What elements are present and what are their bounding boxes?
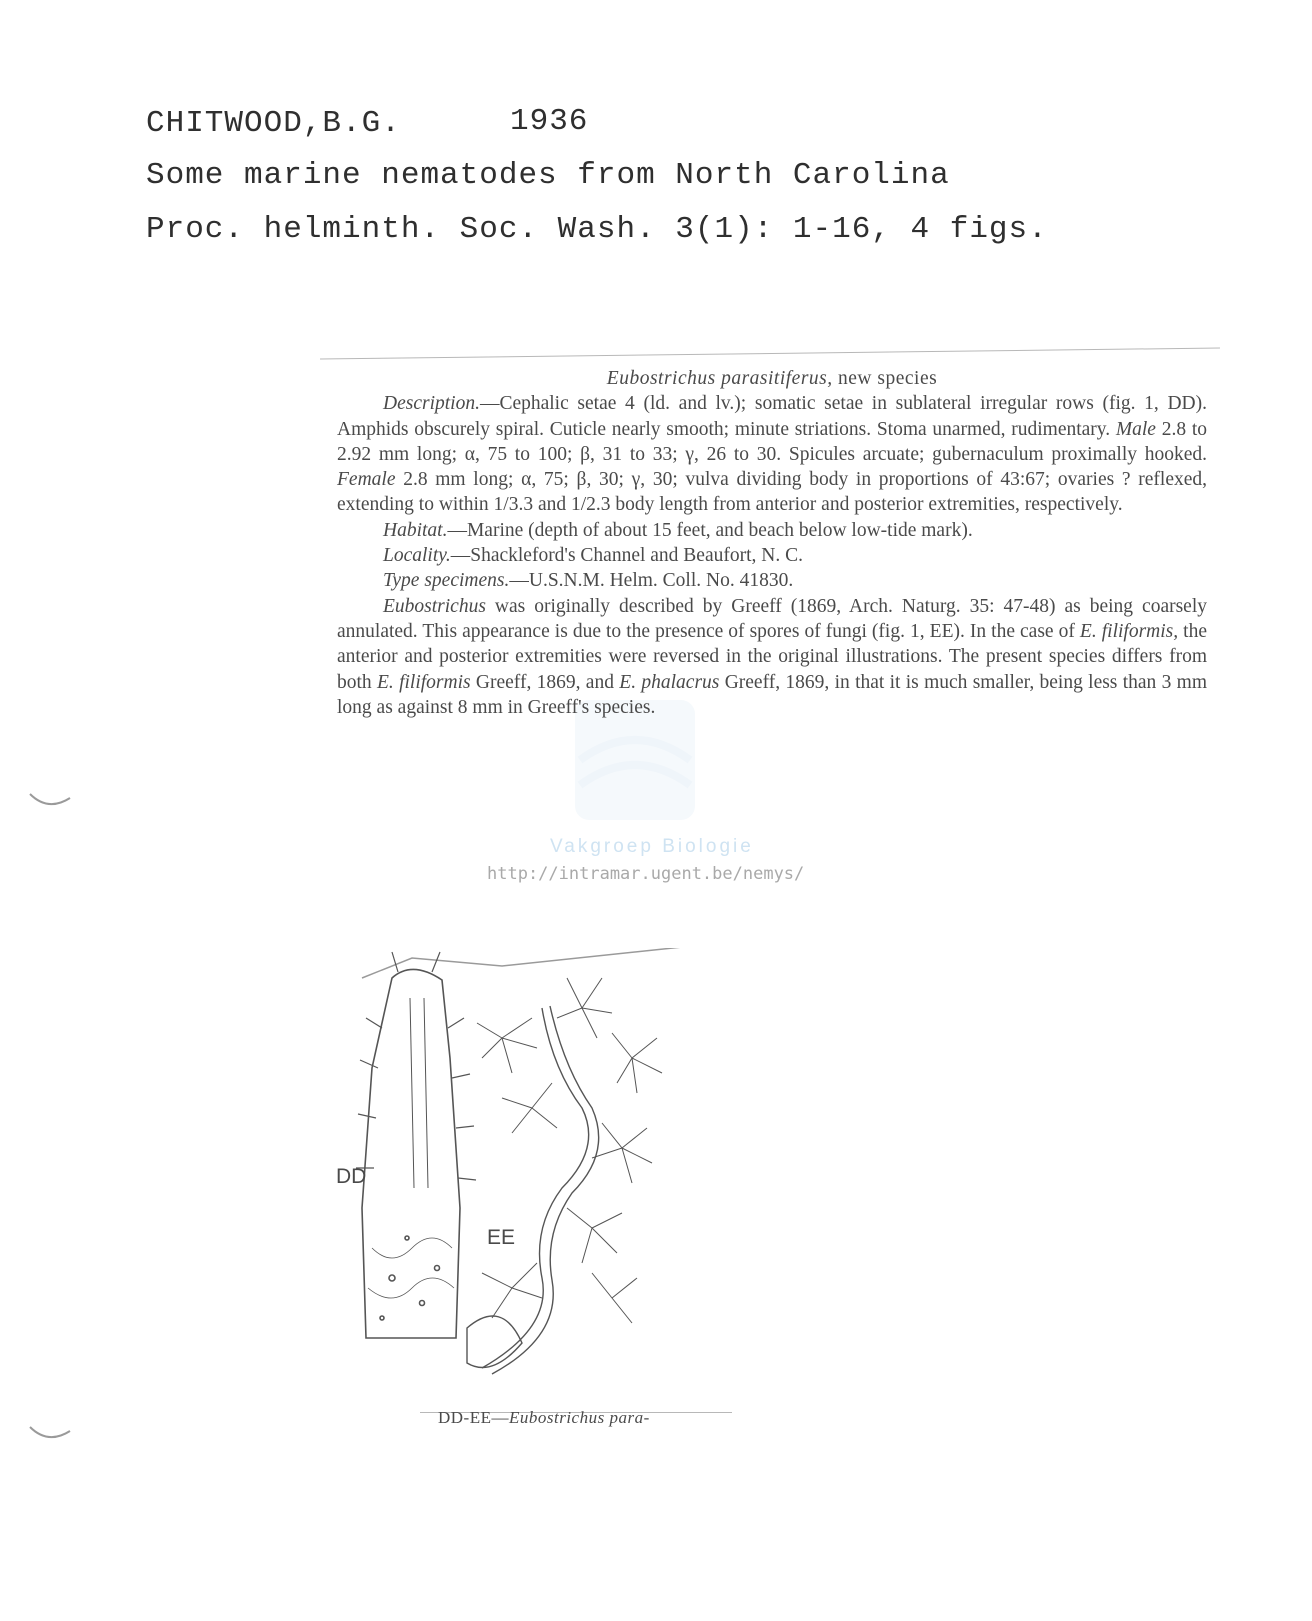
type-specimens-paragraph xyxy=(337,568,1207,593)
species-status: new species xyxy=(832,368,938,389)
caption-species: Eubostrichus para- xyxy=(508,1408,650,1427)
reference-journal: Proc. helminth. Soc. Wash. 3(1): 1-16, 4 figs. xyxy=(146,212,1048,247)
species-title xyxy=(337,366,1207,391)
reference-year: 1936 xyxy=(510,104,589,139)
punch-hole-mark-top xyxy=(28,790,72,812)
locality-paragraph xyxy=(337,543,1207,568)
locality-text: —Shackleford's Channel and Beaufort, N. C. xyxy=(450,545,803,567)
watermark-text: Vakgroep Biologie xyxy=(550,836,754,857)
nematode-illustration xyxy=(352,948,707,1388)
remarks-genus: Eubostrichus xyxy=(383,595,486,617)
locality-label: Locality. xyxy=(383,545,451,567)
reference-title: Some marine nematodes from North Carolina xyxy=(146,158,950,193)
clipping-top-edge xyxy=(320,348,1220,360)
habitat-label: Habitat. xyxy=(383,519,448,541)
species-description-clipping xyxy=(337,366,1207,720)
worm-with-fungal-spores-drawing xyxy=(467,978,662,1374)
species-name: Eubostrichus parasitiferus, xyxy=(606,368,833,389)
source-url[interactable]: http://intramar.ugent.be/nemys/ xyxy=(487,864,805,884)
species-ref-1: E. filiformis, xyxy=(1079,620,1179,642)
habitat-text: —Marine (depth of about 15 feet, and beach below low-tide mark). xyxy=(447,519,973,541)
female-label: Female xyxy=(337,469,396,491)
figure-label-dd: DD xyxy=(336,1165,367,1188)
caption-prefix: DD-EE— xyxy=(438,1408,509,1427)
description-text: —Cephalic setae 4 (ld. and lv.); somatic setae in sublateral irregular rows (fig. 1, DD). Amphids obscurely spiral. Cuticle nearly smooth; minute striations. Stoma unarmed, rudimentary. xyxy=(337,393,1207,440)
male-text: 2.8 to 2.92 mm long; α, 75 to 100; β, 31 to 33; γ, 26 to 30. Spicules arcuate; gubernaculum proximally hooked. xyxy=(337,418,1207,465)
description-label: Description. xyxy=(383,393,480,415)
remarks-text-2: the anterior and posterior extremities were reversed in the original illustrations. The present species differs from both xyxy=(337,620,1207,693)
figure-caption xyxy=(438,1408,650,1428)
remarks-paragraph xyxy=(337,594,1207,720)
remarks-text-4: Greeff, 1869, in that it is much smaller, being less than 3 mm long as against 8 mm in Greeff's species. xyxy=(337,671,1207,718)
female-text: 2.8 mm long; α, 75; β, 30; γ, 30; vulva dividing body in proportions of 43:67; ovaries ? reflexed, extending to within 1/3.3 and 1/2.3 body length from anterior and posterior extremities, respectively. xyxy=(337,469,1207,516)
reference-author: CHITWOOD,B.G. xyxy=(146,106,401,141)
type-specimens-label: Type specimens. xyxy=(383,570,510,592)
species-ref-3: E. phalacrus xyxy=(619,671,720,693)
worm-anterior-end-drawing xyxy=(356,952,476,1338)
remarks-text-3: Greeff, 1869, and xyxy=(470,671,620,693)
male-label: Male xyxy=(1115,418,1156,440)
type-specimens-text: —U.S.N.M. Helm. Coll. No. 41830. xyxy=(509,570,794,592)
punch-hole-mark-bottom xyxy=(28,1423,72,1445)
description-paragraph xyxy=(337,391,1207,517)
habitat-paragraph xyxy=(337,518,1207,543)
remarks-text-1: was originally described by Greeff (1869, Arch. Naturg. 35: 47-48) as being coarsely annulated. This appearance is due to the presence of spores of fungi (fig. 1, EE). In the case of xyxy=(337,595,1207,642)
species-ref-2: E. filiformis xyxy=(376,671,471,693)
figure-label-ee: EE xyxy=(487,1226,516,1249)
